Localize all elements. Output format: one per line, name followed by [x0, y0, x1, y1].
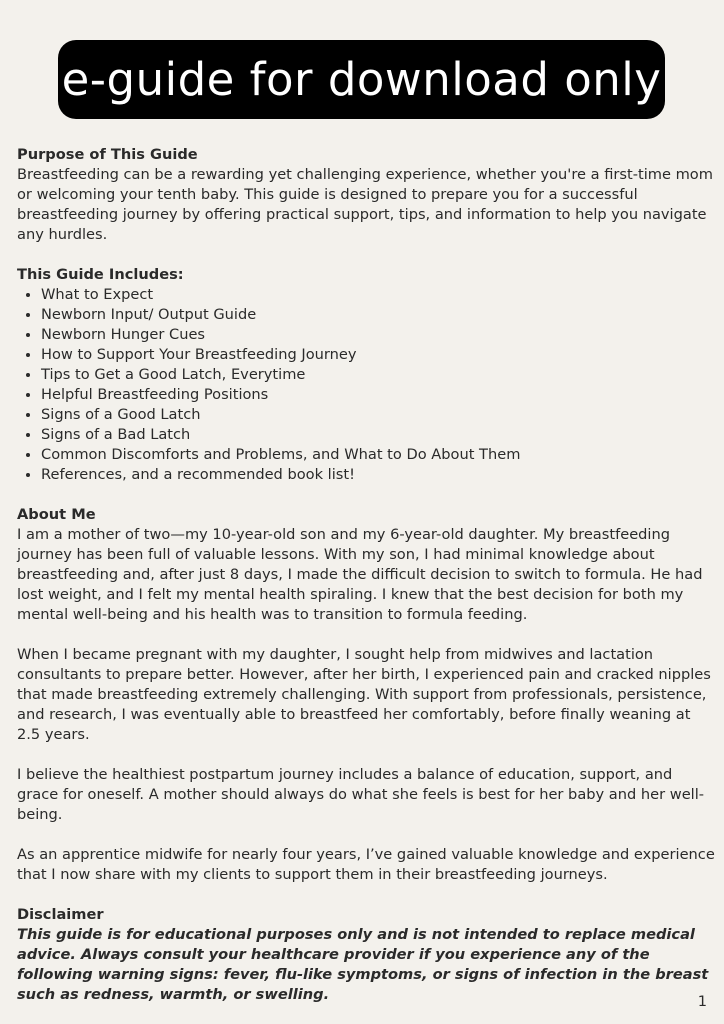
spacer	[17, 885, 717, 905]
list-item: • References, and a recommended book list!	[41, 465, 717, 485]
includes-section	[17, 265, 717, 485]
list-item: • Newborn Input/ Output Guide	[41, 305, 717, 325]
purpose-body: Breastfeeding can be a rewarding yet challenging experience, whether you're a first-time mom or welcoming your tenth baby. This guide is designed to prepare you for a successful breastfeeding journey by offering practical support, tips, and information to help you navigate any hurdles.	[17, 166, 713, 243]
about-paragraph: I believe the healthiest postpartum journey includes a balance of education, support, and grace for oneself. A mother should always do what she feels is best for her baby and her well-being.	[17, 766, 705, 823]
banner-title: e-guide for download only	[61, 53, 662, 106]
spacer	[17, 825, 717, 845]
list-item: • How to Support Your Breastfeeding Journey	[41, 345, 717, 365]
list-item: • What to Expect	[41, 285, 717, 305]
disclaimer-heading: Disclaimer	[17, 906, 104, 923]
includes-heading: This Guide Includes:	[17, 266, 184, 283]
includes-list	[17, 285, 717, 485]
spacer	[17, 245, 717, 265]
list-item: • Newborn Hunger Cues	[41, 325, 717, 345]
list-item: • Tips to Get a Good Latch, Everytime	[41, 365, 717, 385]
about-section	[17, 505, 717, 885]
list-item: • Signs of a Good Latch	[41, 405, 717, 425]
about-paragraph: I am a mother of two—my 10-year-old son and my 6-year-old daughter. My breastfeeding journey has been full of valuable lessons. With my son, I had minimal knowledge about breastfeeding and, after just 8 days, I made the difficult decision to switch to formula. He had lost weight, and I felt my mental health spiraling. I knew that the best decision for both my mental well-being and his health was to transition to formula feeding.	[17, 526, 703, 623]
spacer	[17, 745, 717, 765]
spacer	[17, 485, 717, 505]
about-paragraph: When I became pregnant with my daughter, I sought help from midwives and lactation consultants to prepare better. However, after her birth, I experienced pain and cracked nipples that made breastfeeding extremely challenging. With support from professionals, persistence, and research, I was eventually able to breastfeed her comfortably, before finally weaning at 2.5 years.	[17, 646, 711, 743]
purpose-section	[17, 145, 717, 245]
document-body	[17, 145, 717, 1005]
purpose-heading: Purpose of This Guide	[17, 146, 198, 163]
disclaimer-section	[17, 905, 717, 1005]
page-number: 1	[697, 993, 707, 1010]
title-banner	[58, 40, 665, 119]
about-heading: About Me	[17, 506, 96, 523]
list-item: • Helpful Breastfeeding Positions	[41, 385, 717, 405]
about-paragraph: As an apprentice midwife for nearly four years, I’ve gained valuable knowledge and experience that I now share with my clients to support them in their breastfeeding journeys.	[17, 846, 715, 883]
disclaimer-body: This guide is for educational purposes only and is not intended to replace medical advice. Always consult your healthcare provider if you experience any of the following warning signs: fever, flu-like symptoms, or signs of infection in the breast such as redness, warmth, or swelling.	[17, 926, 709, 1003]
list-item: • Common Discomforts and Problems, and What to Do About Them	[41, 445, 717, 465]
list-item: • Signs of a Bad Latch	[41, 425, 717, 445]
spacer	[17, 625, 717, 645]
